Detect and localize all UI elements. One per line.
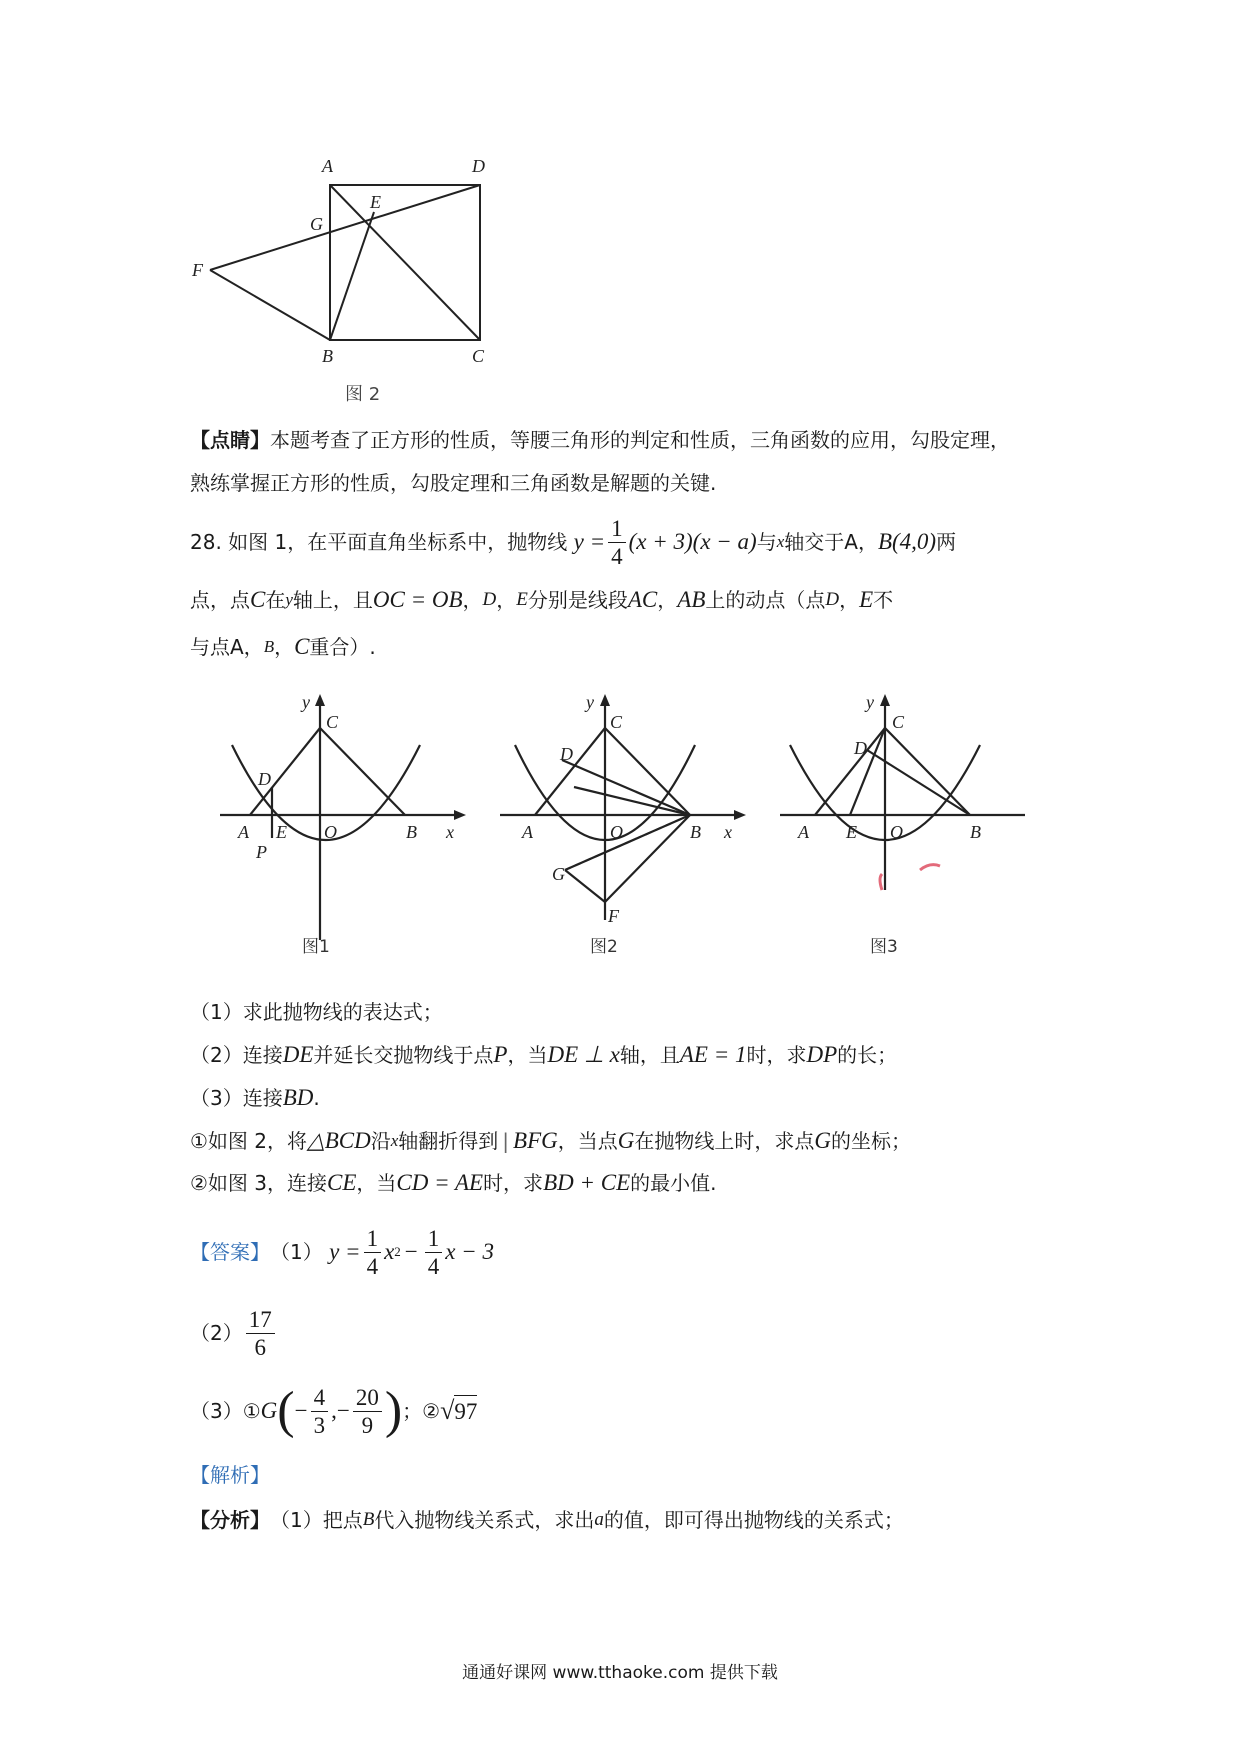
eq-perp: DE ⊥ x xyxy=(547,1042,620,1067)
label-C: C xyxy=(892,712,905,732)
var-B: B xyxy=(263,637,275,656)
ans-y: y = xyxy=(329,1239,361,1264)
label-A: A xyxy=(238,822,249,842)
q-text: ，当 xyxy=(356,1171,397,1195)
q-text: 并延长交抛物线于点 xyxy=(313,1043,494,1067)
var-D: D xyxy=(825,589,840,610)
label-B: B xyxy=(690,822,701,842)
frac-den: 4 xyxy=(366,1253,379,1279)
problem-text: ， xyxy=(274,635,295,659)
label-O: O xyxy=(610,822,623,842)
problem-text: ， xyxy=(839,588,860,612)
problem-text: 重合）. xyxy=(309,635,376,659)
frac-num: 4 xyxy=(311,1386,329,1412)
var-B: B xyxy=(362,1509,375,1530)
question-3 xyxy=(190,1083,320,1113)
label-A: A xyxy=(798,822,809,842)
eq-ocob: OC = OB xyxy=(372,587,463,612)
q-text: 轴翻折得到 xyxy=(398,1129,499,1153)
ans-tail: x − 3 xyxy=(445,1239,495,1264)
eq-rest: (x + 3)(x − a) xyxy=(628,529,757,554)
caption-fig2: 图2 xyxy=(590,937,618,957)
caption-fig3: 图3 xyxy=(870,937,898,957)
ans-comma: ,− xyxy=(331,1398,350,1423)
ans-frac-17-6 xyxy=(246,1308,275,1359)
eq-ae: AE = 1 xyxy=(679,1042,747,1067)
eq-y: y = xyxy=(573,529,606,554)
label-A: A xyxy=(322,156,333,176)
problem-text: 分别是线段 xyxy=(527,588,628,612)
square-figure xyxy=(180,150,510,410)
ans-sep: ；② xyxy=(402,1399,441,1423)
dianjing-line2: 熟练掌握正方形的性质，勾股定理和三角函数是解题的关键. xyxy=(190,471,717,495)
q-text: （3）连接 xyxy=(190,1086,283,1110)
figure-caption: 图 2 xyxy=(345,384,381,405)
var-P: P xyxy=(493,1042,508,1067)
problem-text: 在 xyxy=(265,588,286,612)
label-E: E xyxy=(846,822,857,842)
q-text: ①如图 2，将 xyxy=(190,1129,308,1153)
dianjing-line1 xyxy=(190,425,1010,455)
figure-2 xyxy=(490,690,760,960)
problem-text: 轴上，且 xyxy=(292,588,373,612)
q-text: 的长； xyxy=(837,1043,898,1067)
ans-frac-20-9 xyxy=(353,1386,382,1437)
label-O: O xyxy=(324,822,337,842)
ans-G: G xyxy=(260,1398,278,1423)
q-text: 的坐标； xyxy=(830,1129,911,1153)
frac-den: 3 xyxy=(313,1412,326,1438)
q-text: （2）连接 xyxy=(190,1043,283,1067)
problem-text: 与点A， xyxy=(190,635,264,659)
problem-text: 轴交于A， xyxy=(784,530,878,554)
q-text: 沿 xyxy=(370,1129,391,1153)
problem-line2 xyxy=(190,585,893,615)
axis-y-label: y xyxy=(302,692,310,712)
label-O: O xyxy=(890,822,903,842)
q-text: 时，求 xyxy=(746,1043,807,1067)
seg-AB: AB xyxy=(677,587,706,612)
var-E: E xyxy=(516,589,528,610)
ans-exponent: 2 xyxy=(394,1244,401,1259)
q-text: 时，求 xyxy=(483,1171,544,1195)
label-D: D xyxy=(854,738,867,758)
problem-number: 28. xyxy=(190,530,222,554)
fenxi-text: 代入抛物线关系式，求出 xyxy=(374,1508,595,1532)
triangle-BCD: △BCD xyxy=(307,1128,371,1153)
seg-BD: BD xyxy=(282,1085,314,1110)
frac-den: 4 xyxy=(427,1253,440,1279)
q-text: 的最小值. xyxy=(630,1171,717,1195)
answer-tag: 【答案】 xyxy=(190,1240,270,1264)
answer-3: （3）① G ( − $\frac{4}{3}$ ,− $\frac{20}{9}$ ) ；② √ 97 xyxy=(190,1382,478,1439)
problem-text: 点，点 xyxy=(190,588,250,612)
ans-frac2 xyxy=(425,1227,443,1278)
problem-text: ， xyxy=(496,588,517,612)
label-F: F xyxy=(608,906,619,926)
ans-minus: − xyxy=(294,1398,308,1423)
answer-1 xyxy=(190,1222,494,1282)
caption-fig1: 图1 xyxy=(302,937,330,957)
var-D: D xyxy=(482,589,497,610)
q-text: ，当点 xyxy=(557,1129,618,1153)
seg-DP: DP xyxy=(806,1042,838,1067)
fenxi-tag: 【分析】 xyxy=(190,1508,270,1532)
eq-cd-ae: CD = AE xyxy=(396,1170,484,1195)
eq-fraction xyxy=(608,517,626,568)
problem-text: ， xyxy=(657,588,678,612)
answer-num: （2） xyxy=(190,1321,243,1345)
figure-1 xyxy=(210,690,470,960)
ans-frac-4-3 xyxy=(311,1386,329,1437)
var-G: G xyxy=(617,1128,635,1153)
answer-2 xyxy=(190,1300,278,1366)
page-footer: 通通好课网 www.tthaoke.com 提供下载 xyxy=(462,1663,778,1683)
label-F: F xyxy=(192,260,203,280)
label-P: P xyxy=(256,842,267,862)
var-C: C xyxy=(250,587,266,612)
var-a: a xyxy=(594,1509,604,1530)
label-G: G xyxy=(310,214,323,234)
frac-den: 6 xyxy=(254,1334,266,1360)
triangle-BFG: BFG xyxy=(513,1128,558,1153)
seg-AC: AC xyxy=(627,587,658,612)
ans-x: x xyxy=(384,1239,395,1264)
subquestion-1: ①如图 2，将 △BCD 沿 x 轴翻折得到 | BFG ，当点 G 在抛物线上时，求点 G 的坐标； xyxy=(190,1126,911,1156)
eq-frac-num: 1 xyxy=(608,517,626,543)
problem-text: 不 xyxy=(873,588,894,612)
fenxi-text: 的值，即可得出抛物线的关系式； xyxy=(603,1508,904,1532)
frac-num: 1 xyxy=(364,1227,382,1253)
problem-text: 如图 1，在平面直角坐标系中，抛物线 xyxy=(228,530,568,554)
question-1: （1）求此抛物线的表达式； xyxy=(190,1000,443,1024)
label-D: D xyxy=(472,156,485,176)
answer-num: （3）① xyxy=(190,1399,261,1423)
label-G: G xyxy=(552,864,565,884)
label-D: D xyxy=(258,769,271,789)
seg-DE: DE xyxy=(282,1042,314,1067)
frac-num: 17 xyxy=(246,1308,275,1334)
frac-den: 9 xyxy=(361,1412,374,1438)
problem-text: 两 xyxy=(936,530,957,554)
figure-3 xyxy=(770,690,1040,960)
seg-CE: CE xyxy=(327,1170,357,1195)
label-B: B xyxy=(322,346,333,366)
q-text: . xyxy=(313,1086,320,1110)
ans-frac1 xyxy=(364,1227,382,1278)
var-x: x xyxy=(390,1131,399,1150)
axis-y-label: y xyxy=(586,692,594,712)
frac-num: 1 xyxy=(425,1227,443,1253)
label-D: D xyxy=(560,744,573,764)
answer-num: （1） xyxy=(270,1240,323,1264)
fenxi-text: （1）把点 xyxy=(270,1508,363,1532)
problem-line1 xyxy=(190,515,957,569)
problem-text: 上的动点（点 xyxy=(705,588,826,612)
label-A: A xyxy=(522,822,533,842)
var-G: G xyxy=(814,1128,831,1153)
label-B: B xyxy=(970,822,981,842)
fenxi-line xyxy=(190,1505,904,1535)
axis-y-label: y xyxy=(866,692,874,712)
label-C: C xyxy=(326,712,339,732)
q-text: 轴，且 xyxy=(619,1043,680,1067)
problem-line3 xyxy=(190,632,376,662)
label-E: E xyxy=(276,822,287,842)
dianjing-tag: 【点睛】 xyxy=(190,428,270,452)
label-E: E xyxy=(370,192,381,212)
problem-text: ， xyxy=(462,588,483,612)
ans-sqrt-value: 97 xyxy=(454,1395,477,1427)
var-C: C xyxy=(294,634,310,659)
eq-sum: BD + CE xyxy=(543,1170,631,1195)
label-C: C xyxy=(472,346,485,366)
jiexi-tag: 【解析】 xyxy=(190,1463,270,1487)
ans-minus: − xyxy=(404,1239,418,1264)
var-E: E xyxy=(859,587,874,612)
problem-text: 与 xyxy=(756,530,777,554)
label-C: C xyxy=(610,712,623,732)
q-text: ，当 xyxy=(507,1043,548,1067)
frac-num: 20 xyxy=(353,1386,382,1412)
var-x: x xyxy=(776,532,785,551)
eq-frac-den: 4 xyxy=(611,543,623,569)
q-text: 在抛物线上时，求点 xyxy=(634,1129,815,1153)
point-B40: B(4,0) xyxy=(877,529,937,554)
subquestion-2 xyxy=(190,1168,717,1198)
axis-x-label: x xyxy=(446,822,454,842)
label-B: B xyxy=(406,822,417,842)
var-y: y xyxy=(285,590,293,609)
axis-x-label: x xyxy=(724,822,732,842)
q-text: ②如图 3，连接 xyxy=(190,1171,328,1195)
dianjing-text1: 本题考查了正方形的性质，等腰三角形的判定和性质，三角函数的应用，勾股定理， xyxy=(270,428,1010,452)
question-2 xyxy=(190,1040,897,1070)
